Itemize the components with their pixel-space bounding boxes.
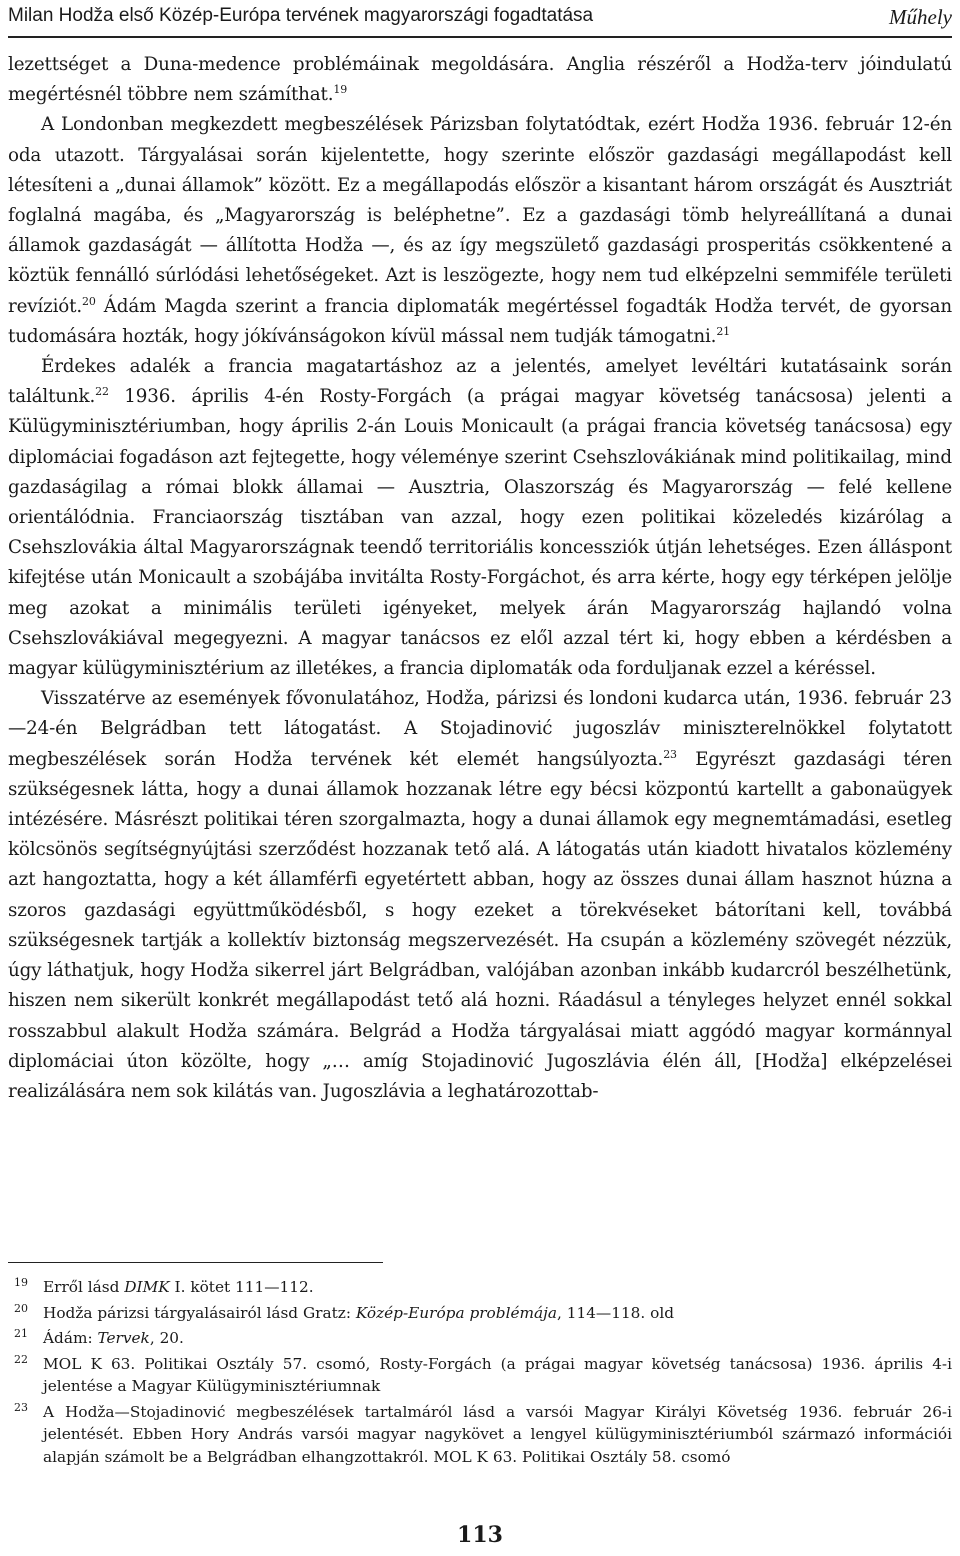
paragraph-text: A Londonban megkezdett megbeszélések Párizsban folytatódtak, ezért Hodža 1936. február 12-én oda utazott. Tárgyalásai során kijelentette, hogy szerinte először gazdasági megállapodást kell létesíteni a „dunai államok” között. Ez a megállapodás először a kisantant három országát és Ausztriát foglalná magába, és „Magyarország is beléphetne”. Ez a gazdasági tömb helyreállítaná a dunai államok gazdaságát — állította Hodža —, és az így megszülető gazdasági prosperitás csökkentené a köztük fennálló súrlódási lehetőségeket. Azt is leszögezte, hogy nem tud elképzelni semmiféle területi revíziót. xyxy=(8,114,952,317)
footnote xyxy=(8,1353,952,1398)
paragraph-text: lezettséget a Duna-medence problémáinak megoldására. Anglia részéről a Hodža-terv jóindulatú megértésnél többre nem számíthat. xyxy=(8,54,952,106)
section-label: Műhely xyxy=(889,5,952,29)
footnote xyxy=(8,1401,952,1469)
paragraph-text: Érdekes adalék a francia magatartáshoz az a jelentés, amelyet levéltári kutatásaink során találtunk. xyxy=(8,356,952,408)
footnote-title: Közép-Európa problémája xyxy=(355,1303,557,1322)
footnote-ref[interactable]: 22 xyxy=(95,385,109,399)
footnote-number: 20 xyxy=(14,1301,28,1315)
page-number: 113 xyxy=(457,1522,503,1548)
footnote-ref[interactable]: 21 xyxy=(716,324,731,338)
footnote-number: 23 xyxy=(14,1400,28,1414)
running-header xyxy=(8,0,952,38)
footnote-text: I. kötet 111—112. xyxy=(169,1278,314,1296)
paragraph-4 xyxy=(8,684,952,1107)
footnote xyxy=(8,1327,952,1350)
footnotes xyxy=(8,1276,952,1471)
footnote-title: DIMK xyxy=(124,1278,170,1296)
article-body xyxy=(8,50,952,1107)
footnote-text: Hodža párizsi tárgyalásairól lásd Gratz: xyxy=(43,1303,356,1322)
paragraph-text: 1936. április 4-én Rosty-Forgách (a prágai magyar követség tanácsosa) jelenti a Külügyminisztériumban, hogy április 2-án Louis Monicault (a prágai francia követség tanácsosa) egy diplomáciai fogadáson azt fejtegette, hogy véleménye szerint Csehszlovákiának mind politikailag, mind gazdaságilag a római blokk államai — Ausztria, Olaszország és Magyarország — felé kellene orientálódnia. Franciaország tisztában van azzal, hogy ezen politikai közeledés kizárólag a Csehszlovákia által Magyarországnak teendő territoriális koncessziók útján lehetséges. Ezen álláspont kifejtése után Monicault a szobájába invitálta Rosty-Forgáchot, és arra kérte, hogy egy térképen jelölje meg azokat a minimális területi igényeket, melyek árán Magyarország hajlandó volna Csehszlovákiával megegyezni. A magyar tanácsos ez elől azzal tért ki, hogy ebben a kérdésben a magyar külügyminisztérium az illetékes, a francia diplomaták oda forduljanak ezzel a kéréssel. xyxy=(8,386,952,680)
paragraph-1 xyxy=(8,50,952,110)
footnote-number: 21 xyxy=(14,1327,28,1340)
footnote-ref[interactable]: 23 xyxy=(663,747,677,761)
footnote-text: Ádám: xyxy=(43,1329,98,1347)
footnote-ref[interactable]: 19 xyxy=(333,83,348,97)
footnote-number: 22 xyxy=(14,1352,28,1366)
paragraph-text: Egyrészt gazdasági téren szükségesnek látta, hogy a dunai államok hozzanak létre egy bécsi központú kartellt a gabonaügyek intézésére. Másrészt politikai téren szorgalmazta, hogy a dunai államok egy megnemtámadási, esetleg kölcsönös segítségnyújtási szerződést hozzanak tető alá. A látogatás után kiadott hivatalos közlemény azt hangoztatta, hogy a két államférfi egyetértett abban, hogy az összes dunai állam hasznot húzna a szoros gazdasági együttműködésből, s hogy ezeket a törekvéseket bátorítani kell, továbbá szükségesnek tartják a kollektív biztonság megszervezését. Ha csupán a közlemény szövegét nézzük, úgy láthatjuk, hogy Hodža sikerrel járt Belgrádban, valójában azonban inkább kudarcról beszélhetünk, hiszen nem sikerült konkrét megállapodást tető alá hozni. Ráadásul a tényleges helyzet ennél sokkal rosszabbul alakult Hodža számára. Belgrád a Hodža tárgyalásai miatt aggódó magyar kormánnyal diplomáciai úton közölte, hogy „… amíg Stojadinović Jugoszlávia élén áll, [Hodža] elképzelései realizálására nem sok kilátás van. Jugoszlávia a leghatározottab- xyxy=(8,748,953,1102)
paragraph-2 xyxy=(8,110,952,352)
footnote xyxy=(8,1302,952,1325)
paragraph-3 xyxy=(8,352,952,684)
footnote-text: , 20. xyxy=(149,1329,184,1347)
footnote-separator xyxy=(8,1262,383,1263)
footnote-text: , 114—118. old xyxy=(557,1303,675,1322)
footnote-text: Erről lásd xyxy=(43,1278,125,1296)
footnote-title: Tervek xyxy=(97,1329,150,1347)
footnote-text: A Hodža—Stojadinović megbeszélések tartalmáról lásd a varsói Magyar Királyi Követség 1936. február 26-i jelentését. Ebben Hory András varsói magyar nagykövet a lengyel külügyminisztériumból származó információi alapján számolt be a Belgrádban elhangzottakról. MOL K 63. Politikai Osztály 58. csomó xyxy=(43,1402,952,1466)
footnote-text: MOL K 63. Politikai Osztály 57. csomó, Rosty-Forgách (a prágai magyar követség tanácsosa) 1936. április 4-i jelentése a Magyar Külügyminisztériumnak xyxy=(43,1354,952,1395)
running-title: Milan Hodža első Közép-Európa tervének magyarországi fogadtatása xyxy=(8,5,594,26)
footnote-ref[interactable]: 20 xyxy=(82,294,96,308)
paragraph-text: Ádám Magda szerint a francia diplomaták megértéssel fogadták Hodža tervét, de gyorsan tudomására hozták, hogy jókívánságokon kívül mással nem tudják támogatni. xyxy=(8,295,952,347)
footnote-number: 19 xyxy=(14,1276,28,1289)
footnote xyxy=(8,1276,952,1299)
paragraph-text: Visszatérve az események fővonulatához, Hodža, párizsi és londoni kudarca után, 1936. február 23—24-én Belgrádban tett látogatást. A Stojadinović jugoszláv miniszterelnökkel folytatott megbeszélések során Hodža tervének két elemét hangsúlyozta. xyxy=(8,688,952,770)
